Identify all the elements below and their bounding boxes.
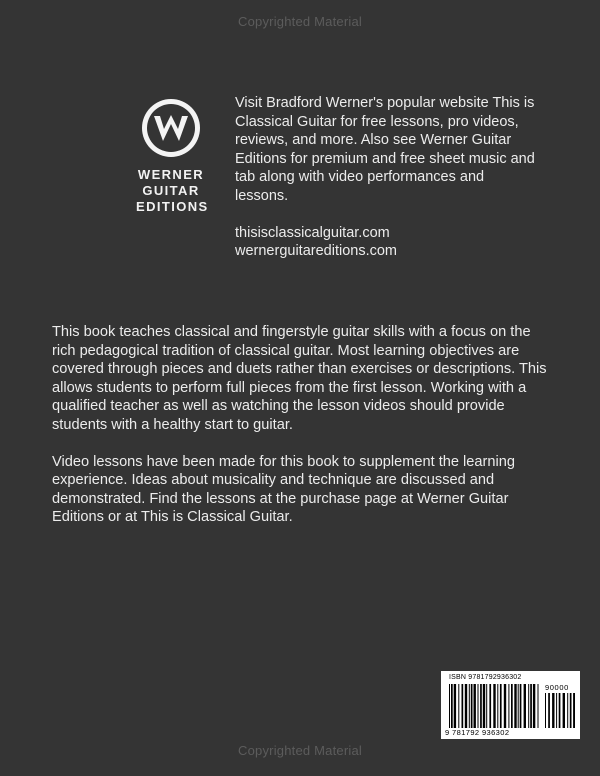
- barcode-bar: [449, 684, 450, 728]
- barcode-bar: [528, 684, 529, 728]
- barcode-bar: [478, 684, 479, 728]
- link-thisisclassicalguitar[interactable]: thisisclassicalguitar.com: [235, 224, 390, 241]
- barcode-bar: [465, 684, 467, 728]
- barcode-bar: [559, 693, 561, 728]
- barcode-bar: [570, 693, 572, 728]
- link-wernerguitareditions[interactable]: wernerguitareditions.com: [235, 243, 397, 260]
- watermark-bottom: Copyrighted Material: [238, 743, 362, 758]
- barcode-bar: [518, 684, 519, 728]
- barcode-bar: [563, 693, 565, 728]
- website-links: [235, 224, 535, 261]
- promo-block: [235, 94, 535, 261]
- barcode-bar: [458, 684, 459, 728]
- barcode-bar: [489, 684, 491, 728]
- publisher-logo: [136, 97, 209, 215]
- barcode-bar: [567, 693, 568, 728]
- isbn-label: ISBN 9781792936302: [449, 674, 522, 681]
- barcode-bar: [486, 684, 487, 728]
- barcode-bar: [552, 693, 554, 728]
- barcode-bar: [493, 684, 495, 728]
- barcode-bar: [533, 684, 535, 728]
- logo-line: EDITIONS: [136, 199, 209, 214]
- book-description: [52, 323, 557, 545]
- barcode-bar: [483, 684, 485, 728]
- description-paragraph: This book teaches classical and fingerstyle guitar skills with a focus on the rich pedagogical tradition of classical guitar. Most learning objectives are covered through pieces and duets rather than exercises or descriptions. This allows students to perform full pieces from the first lesson. Working with a qualified teacher as well as watching the lesson videos should provide students with a healthy start to guitar.: [52, 324, 547, 433]
- barcode-bar: [480, 684, 482, 728]
- promo-paragraph: Visit Bradford Werner's popular website This is Classical Guitar for free lessons, pro videos, reviews, and more. Also see Werner Guitar Editions for premium and free sheet music and tab along with video performances and lessons.: [235, 95, 535, 204]
- barcode-bar: [520, 684, 522, 728]
- barcode-bar: [573, 693, 575, 728]
- barcode-bar: [462, 684, 464, 728]
- barcode-bar: [471, 684, 473, 728]
- barcode-bar: [556, 693, 557, 728]
- barcode-bar: [538, 684, 539, 728]
- barcode-bar: [511, 684, 513, 728]
- barcode-bar: [545, 693, 546, 728]
- barcode-bars: [449, 684, 541, 728]
- barcode-bar: [454, 684, 456, 728]
- w-circle-logo-icon: [140, 97, 202, 159]
- barcode-bar: [474, 684, 476, 728]
- watermark-top: Copyrighted Material: [238, 14, 362, 29]
- barcode-digits: 9 781792 936302: [445, 728, 510, 737]
- barcode-bar: [524, 684, 526, 728]
- barcode-addon-number: 90000: [545, 683, 569, 692]
- barcode-bar: [451, 684, 453, 728]
- isbn-barcode: [441, 671, 580, 739]
- barcode-bar: [514, 684, 516, 728]
- logo-line: GUITAR: [142, 183, 200, 198]
- barcode-bar: [497, 684, 498, 728]
- barcode-bar: [500, 684, 502, 728]
- barcode-addon-bars: [545, 693, 575, 728]
- description-paragraph: Video lessons have been made for this book to supplement the learning experience. Ideas about musicality and technique are discussed and demonstrated. Find the lessons at the purchase page at Werner Guitar Editions or at This is Classical Guitar.: [52, 453, 515, 526]
- logo-line: WERNER: [137, 167, 205, 182]
- barcode-bar: [469, 684, 470, 728]
- barcode-bar: [548, 693, 550, 728]
- barcode-bar: [530, 684, 532, 728]
- logo-wordmark: [136, 167, 209, 215]
- barcode-bar: [508, 684, 509, 728]
- barcode-bar: [504, 684, 506, 728]
